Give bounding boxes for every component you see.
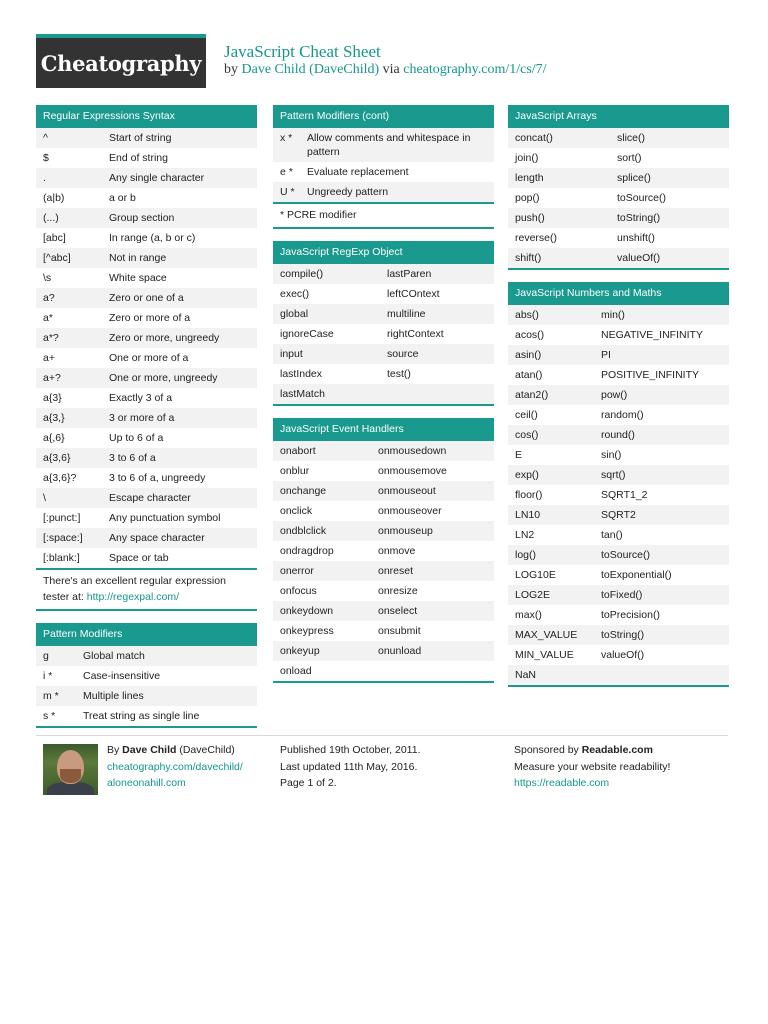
- row-value: Zero or one of a: [109, 292, 184, 304]
- table-row: [36, 388, 257, 408]
- table-row: [36, 248, 257, 268]
- row-value: onmove: [378, 545, 416, 557]
- sponsored-by: Sponsored by: [514, 744, 582, 756]
- row-key: a*?: [43, 332, 59, 344]
- row-value: onmousedown: [378, 445, 447, 457]
- row-value: tan(): [601, 529, 623, 541]
- block-event-handlers: [273, 418, 494, 683]
- row-key: NaN: [515, 669, 537, 681]
- row-value: valueOf(): [601, 649, 645, 661]
- block-pattern-modifiers-cont: [273, 105, 494, 229]
- row-key: a?: [43, 292, 55, 304]
- row-key: MIN_VALUE: [515, 649, 574, 661]
- table-row: [508, 505, 729, 525]
- table-row: [508, 365, 729, 385]
- row-key: i *: [43, 670, 53, 682]
- block-numbers-maths: [508, 282, 729, 687]
- row-key: onfocus: [280, 585, 317, 597]
- row-value: toString(): [601, 629, 645, 641]
- row-value: Treat string as single line: [83, 710, 200, 722]
- table-row: [508, 385, 729, 405]
- table-row: [36, 168, 257, 188]
- logo-text: Cheatography: [40, 50, 202, 76]
- row-value: toPrecision(): [601, 609, 660, 621]
- row-key: onblur: [280, 465, 310, 477]
- sponsor-line: [514, 742, 670, 759]
- block-regexp-object: [273, 241, 494, 406]
- table-row: [508, 625, 729, 645]
- row-value: SQRT1_2: [601, 489, 648, 501]
- author-cheatography-link[interactable]: cheatography.com/davechild/: [107, 760, 243, 773]
- table-row: [36, 428, 257, 448]
- row-value: Any space character: [109, 532, 205, 544]
- row-key: atan2(): [515, 389, 549, 401]
- table-row: [508, 465, 729, 485]
- row-key: [:blank:]: [43, 552, 80, 564]
- row-value: Up to 6 of a: [109, 432, 164, 444]
- row-key: reverse(): [515, 232, 558, 244]
- row-key: m *: [43, 690, 59, 702]
- updated-date: Last updated 11th May, 2016.: [280, 760, 418, 773]
- row-value: SQRT2: [601, 509, 636, 521]
- row-value: onmouseout: [378, 485, 436, 497]
- footer-by: By: [107, 744, 123, 756]
- author-avatar: [43, 744, 98, 795]
- row-key: a*: [43, 312, 53, 324]
- row-key: [:space:]: [43, 532, 83, 544]
- row-key: .: [43, 172, 46, 184]
- sponsor-name: Readable.com: [581, 744, 653, 756]
- table-row: [508, 485, 729, 505]
- table-row: [508, 305, 729, 325]
- row-value: 3 to 6 of a, ungreedy: [109, 472, 206, 484]
- row-key: LN10: [515, 509, 541, 521]
- block-title: Regular Expressions Syntax: [36, 105, 257, 128]
- table-row: [273, 384, 494, 404]
- row-key: E: [515, 449, 523, 461]
- regexpal-link[interactable]: http://regexpal.com/: [86, 591, 179, 603]
- row-key: e *: [280, 166, 293, 178]
- row-value: slice(): [617, 132, 645, 144]
- row-key: U *: [280, 186, 295, 198]
- row-value: Ungreedy pattern: [307, 186, 389, 198]
- table-row: [36, 488, 257, 508]
- table-row: [273, 561, 494, 581]
- rows: [273, 264, 494, 404]
- table-row: [508, 248, 729, 268]
- footer: [36, 735, 728, 801]
- rows: [273, 128, 494, 202]
- row-value: Zero or more of a: [109, 312, 191, 324]
- table-row: [36, 508, 257, 528]
- row-value: Zero or more, ungreedy: [109, 332, 220, 344]
- row-key: onkeydown: [280, 605, 334, 617]
- row-value: random(): [601, 409, 644, 421]
- row-key: a+?: [43, 372, 61, 384]
- row-value: multiline: [387, 308, 426, 320]
- table-row: [508, 425, 729, 445]
- row-key: (a|b): [43, 192, 65, 204]
- row-key: length: [515, 172, 544, 184]
- row-key: onkeypress: [280, 625, 334, 637]
- row-value: valueOf(): [617, 252, 661, 264]
- row-key: a{3}: [43, 392, 62, 404]
- row-value: White space: [109, 272, 167, 284]
- row-key: ^: [43, 132, 48, 144]
- table-row: [508, 565, 729, 585]
- block-arrays: [508, 105, 729, 270]
- row-value: Any single character: [109, 172, 205, 184]
- row-value: onsubmit: [378, 625, 421, 637]
- row-value: Not in range: [109, 252, 167, 264]
- table-row: [36, 528, 257, 548]
- row-key: s *: [43, 710, 56, 722]
- footer-dates: [280, 742, 421, 792]
- table-row: [273, 182, 494, 202]
- row-value: toSource(): [617, 192, 667, 204]
- row-key: onchange: [280, 485, 327, 497]
- table-row: [273, 324, 494, 344]
- row-key: lastIndex: [280, 368, 323, 380]
- table-row: [36, 408, 257, 428]
- table-row: [273, 461, 494, 481]
- row-value: splice(): [617, 172, 651, 184]
- row-value: Exactly 3 of a: [109, 392, 173, 404]
- footer-author-name: Dave Child: [122, 744, 177, 756]
- row-key: x *: [280, 132, 293, 144]
- row-value: onmouseup: [378, 525, 433, 537]
- block-pattern-modifiers: [36, 623, 257, 728]
- table-row: [36, 448, 257, 468]
- table-row: [508, 525, 729, 545]
- row-value: onmouseover: [378, 505, 442, 517]
- row-key: join(): [515, 152, 539, 164]
- row-value: leftCOntext: [387, 288, 440, 300]
- page-number: Page 1 of 2.: [280, 777, 337, 789]
- table-row: [36, 348, 257, 368]
- table-row: [508, 605, 729, 625]
- row-value: 3 or more of a: [109, 412, 175, 424]
- row-key: a{3,6}?: [43, 472, 77, 484]
- rows: [273, 441, 494, 681]
- sheet-title: JavaScript Cheat Sheet: [224, 42, 381, 61]
- row-value: sqrt(): [601, 469, 626, 481]
- row-key: floor(): [515, 489, 543, 501]
- row-value: source: [387, 348, 419, 360]
- cheatography-logo[interactable]: [36, 34, 206, 88]
- row-key: push(): [515, 212, 545, 224]
- sponsor-link[interactable]: https://readable.com: [514, 777, 610, 789]
- row-key: LN2: [515, 529, 535, 541]
- table-row: [508, 325, 729, 345]
- block-title: JavaScript Event Handlers: [273, 418, 494, 441]
- table-row: [36, 548, 257, 568]
- table-row: [273, 264, 494, 284]
- row-key: exec(): [280, 288, 310, 300]
- row-value: toSource(): [601, 549, 651, 561]
- row-key: (...): [43, 212, 59, 224]
- table-row: [36, 468, 257, 488]
- regex-note: [36, 568, 257, 609]
- row-key: shift(): [515, 252, 542, 264]
- row-value: Global match: [83, 650, 145, 662]
- byline-by: by: [224, 62, 242, 77]
- table-row: [508, 228, 729, 248]
- row-value: round(): [601, 429, 635, 441]
- row-value: Escape character: [109, 492, 191, 504]
- table-row: [36, 208, 257, 228]
- row-value: 3 to 6 of a: [109, 452, 156, 464]
- row-key: a{,6}: [43, 432, 65, 444]
- row-value: Any punctuation symbol: [109, 512, 221, 524]
- table-row: [508, 585, 729, 605]
- row-key: asin(): [515, 349, 542, 361]
- row-value: Start of string: [109, 132, 172, 144]
- row-value: Space or tab: [109, 552, 169, 564]
- table-row: [273, 128, 494, 162]
- row-value: toExponential(): [601, 569, 672, 581]
- block-title: JavaScript Arrays: [508, 105, 729, 128]
- rows: [508, 128, 729, 268]
- table-row: [273, 284, 494, 304]
- byline: [224, 62, 547, 78]
- table-row: [273, 521, 494, 541]
- column-2: [273, 105, 494, 695]
- row-value: lastParen: [387, 268, 432, 280]
- table-row: [273, 162, 494, 182]
- table-row: [36, 268, 257, 288]
- row-key: global: [280, 308, 309, 320]
- block-regex-syntax: [36, 105, 257, 611]
- row-key: exp(): [515, 469, 539, 481]
- row-value: POSITIVE_INFINITY: [601, 369, 700, 381]
- row-key: ondblclick: [280, 525, 327, 537]
- row-key: \: [43, 492, 46, 504]
- table-row: [36, 646, 257, 666]
- table-row: [36, 328, 257, 348]
- table-row: [273, 581, 494, 601]
- row-value: Allow comments and whitespace in pattern: [307, 132, 471, 158]
- table-row: [273, 501, 494, 521]
- table-row: [273, 441, 494, 461]
- row-key: onerror: [280, 565, 314, 577]
- row-value: unshift(): [617, 232, 655, 244]
- row-key: cos(): [515, 429, 539, 441]
- row-key: concat(): [515, 132, 553, 144]
- rows: [508, 305, 729, 685]
- column-3: [508, 105, 729, 699]
- row-key: MAX_VALUE: [515, 629, 578, 641]
- table-row: [508, 405, 729, 425]
- table-row: [273, 481, 494, 501]
- byline-via: via: [379, 62, 404, 77]
- footer-sponsor: [514, 742, 670, 792]
- row-key: LOG2E: [515, 589, 551, 601]
- table-row: [273, 344, 494, 364]
- row-value: NEGATIVE_INFINITY: [601, 329, 703, 341]
- table-row: [36, 308, 257, 328]
- table-row: [508, 545, 729, 565]
- row-value: sort(): [617, 152, 642, 164]
- note-text: There's an excellent regular expression tester at:: [43, 575, 226, 603]
- author-link[interactable]: Dave Child (DaveChild): [241, 62, 380, 77]
- table-row: [273, 304, 494, 324]
- table-row: [36, 666, 257, 686]
- row-value: onselect: [378, 605, 418, 617]
- sheet-url-link[interactable]: cheatography.com/1/cs/7/: [403, 62, 547, 77]
- row-value: Case-insensitive: [83, 670, 161, 682]
- row-key: [^abc]: [43, 252, 71, 264]
- row-key: abs(): [515, 309, 539, 321]
- table-row: [36, 368, 257, 388]
- table-row: [508, 128, 729, 148]
- block-title: JavaScript Numbers and Maths: [508, 282, 729, 305]
- row-key: a+: [43, 352, 55, 364]
- footer-author-handle: (DaveChild): [176, 744, 235, 756]
- pcre-note: * PCRE modifier: [273, 202, 494, 227]
- row-value: toString(): [617, 212, 661, 224]
- table-row: [36, 188, 257, 208]
- table-row: [508, 645, 729, 665]
- row-value: End of string: [109, 152, 168, 164]
- table-row: [273, 364, 494, 384]
- row-value: onresize: [378, 585, 418, 597]
- row-key: onload: [280, 665, 312, 677]
- row-value: onunload: [378, 645, 422, 657]
- author-website-link[interactable]: aloneonahill.com: [107, 777, 186, 789]
- table-row: [508, 445, 729, 465]
- table-row: [508, 665, 729, 685]
- table-row: [508, 208, 729, 228]
- row-key: atan(): [515, 369, 543, 381]
- table-row: [508, 168, 729, 188]
- row-value: sin(): [601, 449, 622, 461]
- table-row: [36, 128, 257, 148]
- row-key: a{3,6}: [43, 452, 71, 464]
- row-key: onabort: [280, 445, 316, 457]
- table-row: [273, 621, 494, 641]
- row-value: min(): [601, 309, 625, 321]
- published-date: Published 19th October, 2011.: [280, 744, 421, 756]
- row-value: Group section: [109, 212, 175, 224]
- table-row: [273, 541, 494, 561]
- row-key: log(): [515, 549, 537, 561]
- sponsor-tagline: Measure your website readability!: [514, 760, 671, 773]
- footer-author-line: [107, 742, 243, 759]
- row-value: rightContext: [387, 328, 444, 340]
- table-row: [273, 601, 494, 621]
- table-row: [508, 345, 729, 365]
- row-key: input: [280, 348, 303, 360]
- row-key: [abc]: [43, 232, 66, 244]
- table-row: [273, 661, 494, 681]
- footer-author: [107, 742, 243, 792]
- row-value: Multiple lines: [83, 690, 144, 702]
- row-key: LOG10E: [515, 569, 556, 581]
- row-key: ceil(): [515, 409, 538, 421]
- row-key: onclick: [280, 505, 313, 517]
- row-value: a or b: [109, 192, 136, 204]
- row-key: [:punct:]: [43, 512, 81, 524]
- row-value: onmousemove: [378, 465, 447, 477]
- table-row: [508, 188, 729, 208]
- row-value: In range (a, b or c): [109, 232, 196, 244]
- row-key: max(): [515, 609, 542, 621]
- table-row: [36, 288, 257, 308]
- block-title: JavaScript RegExp Object: [273, 241, 494, 264]
- column-1: [36, 105, 257, 740]
- table-row: [508, 148, 729, 168]
- block-title: Pattern Modifiers: [36, 623, 257, 646]
- table-row: [273, 641, 494, 661]
- row-key: \s: [43, 272, 52, 284]
- table-row: [36, 686, 257, 706]
- row-key: $: [43, 152, 49, 164]
- row-value: onreset: [378, 565, 414, 577]
- row-value: test(): [387, 368, 411, 380]
- table-row: [36, 148, 257, 168]
- row-value: pow(): [601, 389, 628, 401]
- rows: [36, 646, 257, 726]
- block-title: Pattern Modifiers (cont): [273, 105, 494, 128]
- row-key: g: [43, 650, 49, 662]
- row-key: onkeyup: [280, 645, 320, 657]
- row-value: One or more of a: [109, 352, 189, 364]
- row-key: ignoreCase: [280, 328, 334, 340]
- rows: [36, 128, 257, 568]
- row-key: a{3,}: [43, 412, 65, 424]
- table-row: [36, 706, 257, 726]
- table-row: [36, 228, 257, 248]
- row-key: ondragdrop: [280, 545, 334, 557]
- row-key: lastMatch: [280, 388, 325, 400]
- row-value: toFixed(): [601, 589, 643, 601]
- row-value: Evaluate replacement: [307, 166, 409, 178]
- row-key: pop(): [515, 192, 540, 204]
- row-value: PI: [601, 349, 611, 361]
- row-value: One or more, ungreedy: [109, 372, 218, 384]
- row-key: acos(): [515, 329, 545, 341]
- row-key: compile(): [280, 268, 324, 280]
